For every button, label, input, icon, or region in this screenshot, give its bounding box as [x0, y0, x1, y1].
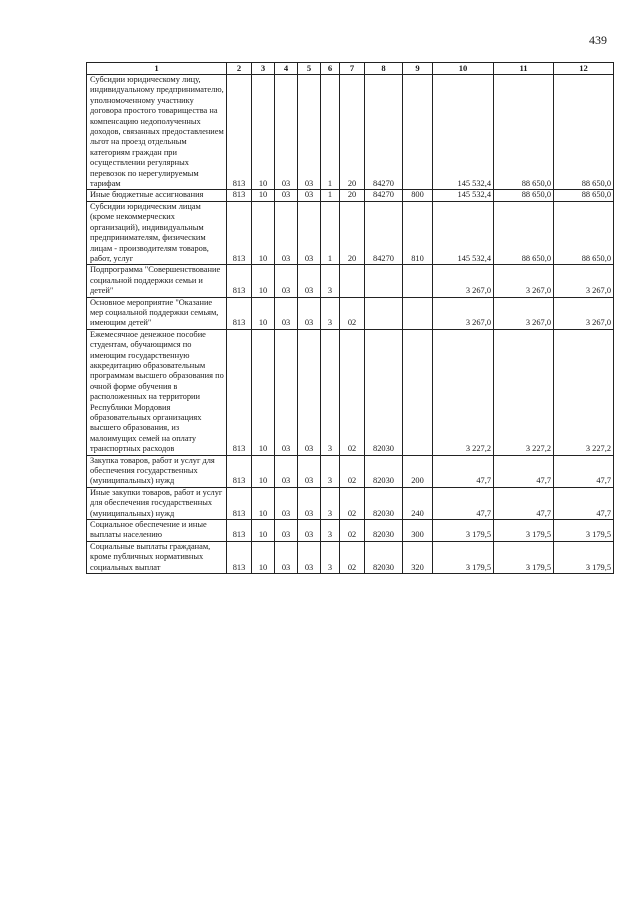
- cell-subprogram: 1: [321, 75, 340, 190]
- cell-expense-type: [403, 75, 433, 190]
- cell-measure: 02: [340, 297, 365, 329]
- table-row: [87, 541, 614, 573]
- cell-amount-1: 145 532,4: [433, 190, 494, 201]
- cell-direction: [365, 297, 403, 329]
- cell-program: 03: [298, 541, 321, 573]
- cell-subsection: 03: [275, 329, 298, 455]
- table-row: [87, 455, 614, 487]
- cell-subsection: 03: [275, 190, 298, 201]
- cell-section: 10: [252, 297, 275, 329]
- cell-amount-1: 3 179,5: [433, 541, 494, 573]
- cell-expense-type: [403, 329, 433, 455]
- cell-subprogram: 3: [321, 541, 340, 573]
- header-cell: 11: [494, 63, 554, 75]
- cell-admin-code: 813: [227, 329, 252, 455]
- table-row: [87, 201, 614, 264]
- cell-amount-3: 88 650,0: [554, 190, 614, 201]
- header-cell: 3: [252, 63, 275, 75]
- cell-amount-3: 3 267,0: [554, 297, 614, 329]
- header-cell: 1: [87, 63, 227, 75]
- cell-admin-code: 813: [227, 487, 252, 519]
- cell-admin-code: 813: [227, 75, 252, 190]
- cell-amount-3: 47,7: [554, 455, 614, 487]
- cell-program: 03: [298, 201, 321, 264]
- header-cell: 12: [554, 63, 614, 75]
- cell-section: 10: [252, 520, 275, 542]
- cell-admin-code: 813: [227, 201, 252, 264]
- cell-direction: [365, 265, 403, 297]
- cell-subprogram: 3: [321, 297, 340, 329]
- cell-admin-code: 813: [227, 190, 252, 201]
- cell-amount-2: 3 179,5: [494, 541, 554, 573]
- cell-expense-type: 800: [403, 190, 433, 201]
- cell-amount-1: 47,7: [433, 455, 494, 487]
- cell-amount-3: 47,7: [554, 487, 614, 519]
- cell-amount-3: 88 650,0: [554, 201, 614, 264]
- cell-expense-type: 200: [403, 455, 433, 487]
- row-name: Социальные выплаты гражданам, кроме публичных нормативных социальных выплат: [87, 541, 227, 573]
- cell-amount-1: 145 532,4: [433, 201, 494, 264]
- header-row: [87, 63, 614, 75]
- cell-direction: 82030: [365, 520, 403, 542]
- cell-amount-3: 88 650,0: [554, 75, 614, 190]
- cell-measure: 02: [340, 520, 365, 542]
- table-row: [87, 75, 614, 190]
- table-row: [87, 297, 614, 329]
- cell-expense-type: 300: [403, 520, 433, 542]
- cell-subprogram: 1: [321, 201, 340, 264]
- cell-section: 10: [252, 541, 275, 573]
- cell-amount-1: 3 267,0: [433, 297, 494, 329]
- cell-subsection: 03: [275, 265, 298, 297]
- cell-amount-2: 47,7: [494, 455, 554, 487]
- row-name: Субсидии юридическим лицам (кроме некоммерческих организаций), индивидуальным предпринимателям, физическим лицам - производителям товаров, работ, услуг: [87, 201, 227, 264]
- cell-amount-2: 88 650,0: [494, 190, 554, 201]
- cell-admin-code: 813: [227, 265, 252, 297]
- header-cell: 10: [433, 63, 494, 75]
- cell-section: 10: [252, 75, 275, 190]
- cell-section: 10: [252, 455, 275, 487]
- cell-expense-type: [403, 297, 433, 329]
- cell-subsection: 03: [275, 455, 298, 487]
- cell-admin-code: 813: [227, 541, 252, 573]
- cell-amount-1: 3 267,0: [433, 265, 494, 297]
- cell-amount-1: 47,7: [433, 487, 494, 519]
- header-cell: 7: [340, 63, 365, 75]
- table-row: [87, 520, 614, 542]
- cell-program: 03: [298, 75, 321, 190]
- header-cell: 9: [403, 63, 433, 75]
- cell-section: 10: [252, 190, 275, 201]
- cell-program: 03: [298, 190, 321, 201]
- cell-subsection: 03: [275, 541, 298, 573]
- cell-expense-type: 810: [403, 201, 433, 264]
- cell-subsection: 03: [275, 201, 298, 264]
- cell-amount-2: 3 179,5: [494, 520, 554, 542]
- cell-direction: 82030: [365, 455, 403, 487]
- table-row: [87, 190, 614, 201]
- cell-amount-1: 3 227,2: [433, 329, 494, 455]
- cell-subprogram: 3: [321, 329, 340, 455]
- cell-program: 03: [298, 329, 321, 455]
- cell-section: 10: [252, 487, 275, 519]
- row-name: Социальное обеспечение и иные выплаты населению: [87, 520, 227, 542]
- row-name: Ежемесячное денежное пособие студентам, обучающимся по имеющим государственную аккредитацию образовательным программам высшего образования по очной форме обучения в расположенных на территории Республики Мордовия образовательных организациях высшего образования, из малоимущих семей на оплату транспортных расходов: [87, 329, 227, 455]
- page-number: 439: [589, 33, 607, 47]
- cell-amount-3: 3 179,5: [554, 541, 614, 573]
- cell-direction: 84270: [365, 190, 403, 201]
- cell-section: 10: [252, 329, 275, 455]
- cell-amount-3: 3 267,0: [554, 265, 614, 297]
- cell-subprogram: 3: [321, 487, 340, 519]
- cell-section: 10: [252, 201, 275, 264]
- cell-direction: 82030: [365, 329, 403, 455]
- table-row: [87, 329, 614, 455]
- header-cell: 6: [321, 63, 340, 75]
- cell-measure: 02: [340, 455, 365, 487]
- header-cell: 8: [365, 63, 403, 75]
- cell-expense-type: [403, 265, 433, 297]
- cell-direction: 84270: [365, 75, 403, 190]
- cell-admin-code: 813: [227, 520, 252, 542]
- cell-section: 10: [252, 265, 275, 297]
- row-name: Подпрограмма "Совершенствование социальной поддержки семьи и детей": [87, 265, 227, 297]
- cell-amount-1: 145 532,4: [433, 75, 494, 190]
- cell-subprogram: 3: [321, 520, 340, 542]
- cell-measure: 20: [340, 75, 365, 190]
- cell-subprogram: 1: [321, 190, 340, 201]
- table-row: [87, 265, 614, 297]
- cell-subsection: 03: [275, 75, 298, 190]
- cell-amount-2: 47,7: [494, 487, 554, 519]
- cell-subsection: 03: [275, 487, 298, 519]
- cell-subsection: 03: [275, 520, 298, 542]
- cell-subprogram: 3: [321, 265, 340, 297]
- cell-amount-2: 3 227,2: [494, 329, 554, 455]
- budget-table: [86, 62, 614, 574]
- cell-program: 03: [298, 265, 321, 297]
- table-row: [87, 487, 614, 519]
- cell-measure: 02: [340, 487, 365, 519]
- row-name: Иные закупки товаров, работ и услуг для обеспечения государственных (муниципальных) нужд: [87, 487, 227, 519]
- row-name: Субсидии юридическому лицу, индивидуальному предпринимателю, уполномоченному участнику договора простого товарищества на компенсацию недополученных доходов, связанных предоставлением льгот на проезд отдельным категориям граждан при осуществлении регулярных перевозок по нерегулируемым тарифам: [87, 75, 227, 190]
- cell-amount-1: 3 179,5: [433, 520, 494, 542]
- cell-amount-2: 3 267,0: [494, 265, 554, 297]
- header-cell: 5: [298, 63, 321, 75]
- cell-amount-3: 3 227,2: [554, 329, 614, 455]
- cell-measure: 20: [340, 201, 365, 264]
- header-cell: 4: [275, 63, 298, 75]
- header-cell: 2: [227, 63, 252, 75]
- cell-admin-code: 813: [227, 297, 252, 329]
- cell-amount-2: 88 650,0: [494, 75, 554, 190]
- cell-amount-2: 88 650,0: [494, 201, 554, 264]
- cell-program: 03: [298, 297, 321, 329]
- cell-expense-type: 240: [403, 487, 433, 519]
- cell-program: 03: [298, 520, 321, 542]
- cell-measure: 02: [340, 329, 365, 455]
- row-name: Основное мероприятие "Оказание мер социальной поддержки семьям, имеющим детей": [87, 297, 227, 329]
- cell-measure: 20: [340, 190, 365, 201]
- cell-subprogram: 3: [321, 455, 340, 487]
- cell-program: 03: [298, 455, 321, 487]
- cell-program: 03: [298, 487, 321, 519]
- row-name: Иные бюджетные ассигнования: [87, 190, 227, 201]
- cell-direction: 82030: [365, 487, 403, 519]
- cell-measure: [340, 265, 365, 297]
- cell-direction: 84270: [365, 201, 403, 264]
- cell-expense-type: 320: [403, 541, 433, 573]
- cell-subsection: 03: [275, 297, 298, 329]
- cell-amount-2: 3 267,0: [494, 297, 554, 329]
- cell-measure: 02: [340, 541, 365, 573]
- cell-amount-3: 3 179,5: [554, 520, 614, 542]
- row-name: Закупка товаров, работ и услуг для обеспечения государственных (муниципальных) нужд: [87, 455, 227, 487]
- cell-direction: 82030: [365, 541, 403, 573]
- cell-admin-code: 813: [227, 455, 252, 487]
